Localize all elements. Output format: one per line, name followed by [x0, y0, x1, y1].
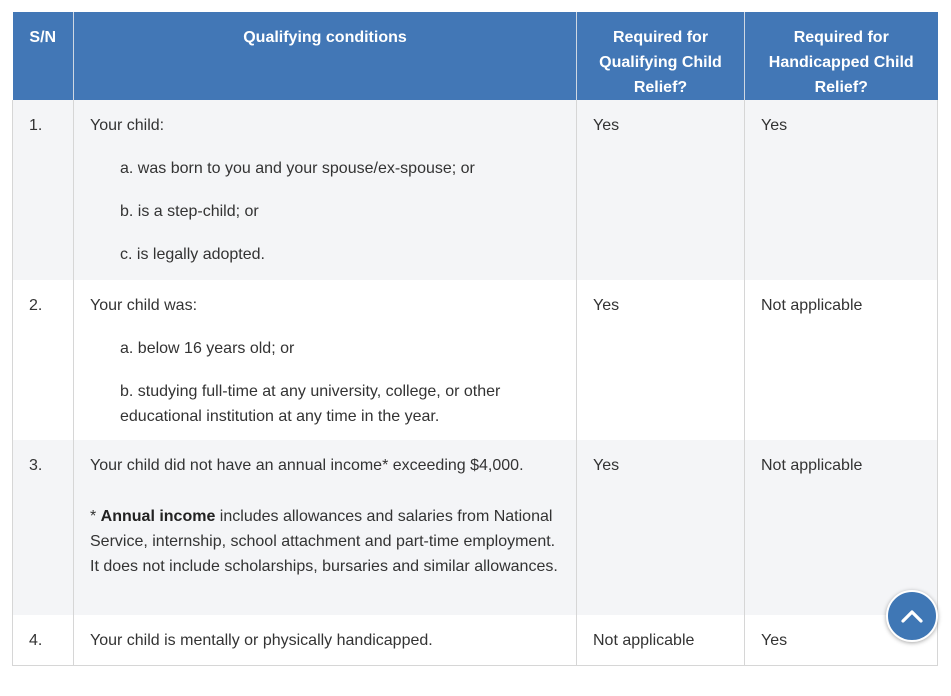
condition-item: b. studying full-time at any university, college, or other educational institution at any time in the year. [120, 383, 501, 425]
condition-item: a. below 16 years old; or [120, 340, 295, 357]
qcr-cell: Yes [577, 100, 745, 280]
qcr-cell: Not applicable [577, 615, 745, 665]
hcr-cell: Yes [745, 100, 938, 280]
annual-income-term: Annual income [100, 508, 216, 525]
row-number: 2. [13, 280, 74, 440]
condition-cell [74, 280, 577, 440]
qcr-cell: Yes [577, 280, 745, 440]
condition-item: a. was born to you and your spouse/ex-spouse; or [120, 160, 475, 177]
condition-item: c. is legally adopted. [120, 246, 265, 263]
condition-cell [74, 440, 577, 615]
row-number: 4. [13, 615, 74, 665]
hcr-cell: Not applicable [745, 280, 938, 440]
header-qcr: Required for Qualifying Child Relief? [577, 12, 745, 100]
table-row [13, 440, 938, 615]
hcr-cell: Yes [745, 615, 938, 665]
row-number: 1. [13, 100, 74, 280]
header-sn: S/N [13, 12, 74, 100]
condition-cell [74, 100, 577, 280]
condition-lead: Your child was: [90, 297, 198, 314]
qcr-cell: Yes [577, 440, 745, 615]
annual-income-note: * Annual income includes allowances and salaries from National Service, internship, school attachment and part-time employment. It does not include scholarships, bursaries and similar allowances. [90, 508, 558, 575]
table-row [13, 280, 938, 440]
table-row [13, 100, 938, 280]
hcr-cell: Not applicable [745, 440, 938, 615]
condition-item: b. is a step-child; or [120, 203, 259, 220]
header-conditions: Qualifying conditions [74, 12, 577, 100]
scroll-to-top-button[interactable] [886, 590, 938, 642]
qualifying-conditions-table [12, 12, 938, 666]
condition-lead: Your child: [90, 117, 165, 134]
condition-cell [74, 615, 577, 665]
table-row [13, 615, 938, 665]
header-hcr: Required for Handicapped Child Relief? [745, 12, 938, 100]
chevron-up-icon [900, 608, 924, 624]
condition-lead: Your child is mentally or physically handicapped. [90, 632, 433, 649]
condition-lead: Your child did not have an annual income* exceeding $4,000. [90, 457, 524, 474]
row-number: 3. [13, 440, 74, 615]
table-header-row [13, 12, 938, 100]
